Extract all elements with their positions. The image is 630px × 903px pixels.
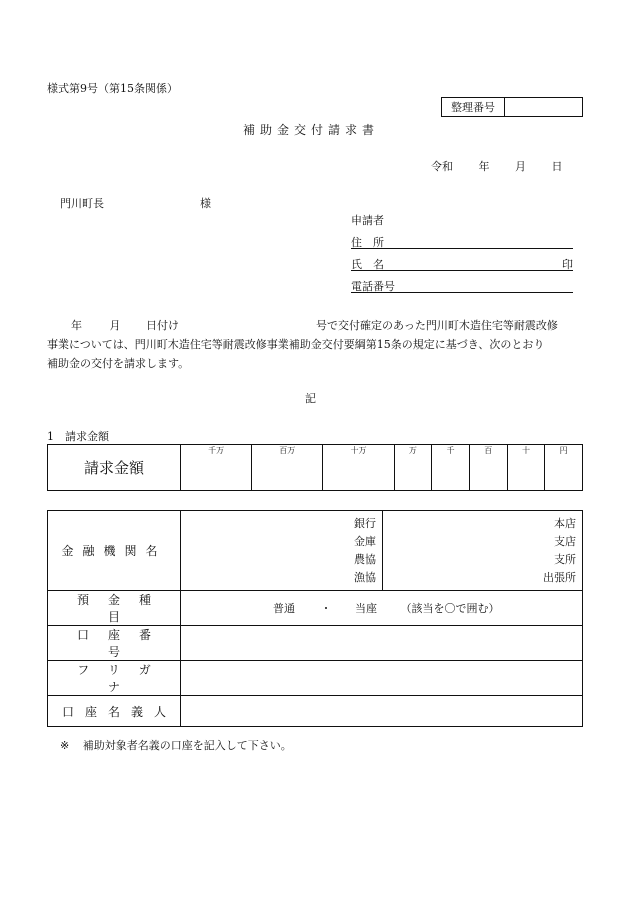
institution-label-text: 金融機関名 bbox=[61, 544, 167, 558]
institution-type-agri-coop: 農協 bbox=[354, 553, 376, 566]
applicant-address-field[interactable] bbox=[351, 234, 573, 249]
body-line-1-tail: 号で交付確定のあった門川町木造住宅等耐震改修 bbox=[316, 319, 558, 332]
amount-digit-cell[interactable] bbox=[394, 445, 432, 491]
reference-number-field[interactable] bbox=[505, 98, 583, 117]
furigana-field[interactable] bbox=[181, 661, 583, 696]
branch-type-office: 出張所 bbox=[543, 571, 576, 584]
footnote-mark: ※ bbox=[60, 739, 70, 752]
footnote bbox=[60, 737, 292, 753]
bank-table bbox=[47, 510, 583, 727]
date-month[interactable]: 月 bbox=[515, 160, 526, 173]
amount-unit-label: 十万 bbox=[350, 446, 367, 455]
institution-type-shinkin: 金庫 bbox=[354, 535, 376, 548]
deposit-option-current[interactable]: 当座 bbox=[355, 602, 377, 615]
applicant-label: 申請者 bbox=[351, 214, 384, 227]
institution-name-cell[interactable] bbox=[181, 511, 383, 591]
deposit-option-separator: ・ bbox=[320, 602, 332, 615]
institution-type-fishery-coop: 漁協 bbox=[354, 571, 376, 584]
date-line bbox=[431, 158, 563, 174]
deposit-option-ordinary[interactable]: 普通 bbox=[273, 602, 295, 615]
furigana-label bbox=[48, 661, 181, 696]
reference-number-box bbox=[441, 97, 583, 117]
body-line-1 bbox=[71, 317, 179, 333]
body-line-3: 補助金の交付を請求します。 bbox=[47, 357, 190, 370]
account-holder-label-text: 口座名義人 bbox=[61, 704, 177, 719]
amount-label: 請求金額 bbox=[48, 445, 181, 491]
applicant-phone-field[interactable] bbox=[351, 278, 573, 293]
amount-unit-label: 百万 bbox=[279, 446, 296, 455]
institution-types bbox=[181, 511, 382, 587]
seal-mark: 印 bbox=[562, 258, 573, 271]
account-number-label bbox=[48, 626, 181, 661]
branch-types bbox=[383, 511, 582, 587]
footnote-text: 補助対象者名義の口座を記入して下さい。 bbox=[82, 739, 292, 752]
account-holder-field[interactable] bbox=[181, 696, 583, 727]
amount-table bbox=[47, 444, 583, 491]
page-title: 補助金交付請求書 bbox=[243, 123, 380, 137]
amount-section-label: 1 請求金額 bbox=[47, 430, 109, 443]
body-date-month: 月 bbox=[109, 319, 121, 332]
form-number: 様式第9号（第15条関係） bbox=[47, 82, 178, 95]
amount-unit-label: 千 bbox=[446, 446, 455, 455]
account-holder-label bbox=[48, 696, 181, 727]
addressee-honorific: 様 bbox=[200, 197, 211, 210]
note-heading: 記 bbox=[305, 392, 316, 405]
amount-digit-cell[interactable] bbox=[432, 445, 470, 491]
furigana-label-text: フリガナ bbox=[77, 663, 170, 694]
amount-digit-cell[interactable] bbox=[252, 445, 323, 491]
branch-type-main: 本店 bbox=[554, 517, 576, 530]
applicant-phone-label: 電話番号 bbox=[351, 280, 395, 293]
amount-digit-cell[interactable] bbox=[323, 445, 394, 491]
amount-digit-cell[interactable] bbox=[181, 445, 252, 491]
addressee-name: 門川町長 bbox=[60, 197, 104, 210]
applicant-name-label: 氏 名 bbox=[351, 258, 384, 271]
amount-unit-label: 百 bbox=[484, 446, 493, 455]
amount-unit-label: 万 bbox=[408, 446, 417, 455]
institution-label bbox=[48, 511, 181, 591]
applicant-address-label: 住 所 bbox=[351, 236, 384, 249]
reference-number-label: 整理番号 bbox=[442, 98, 505, 117]
body-date-year: 年 bbox=[71, 319, 82, 332]
date-era: 令和 bbox=[431, 160, 453, 173]
deposit-type-cell bbox=[181, 591, 583, 626]
amount-digit-cell[interactable] bbox=[469, 445, 507, 491]
body-line-2: 事業については、門川町木造住宅等耐震改修事業補助金交付要綱第15条の規定に基づき、次のとおり bbox=[47, 338, 545, 351]
branch-name-cell[interactable] bbox=[383, 511, 583, 591]
body-date-day: 日付け bbox=[146, 319, 179, 332]
amount-unit-label: 千万 bbox=[208, 446, 225, 455]
deposit-type-label bbox=[48, 591, 181, 626]
branch-type-sub-branch: 支所 bbox=[554, 553, 576, 566]
institution-type-bank: 銀行 bbox=[354, 517, 376, 530]
amount-digit-cell[interactable] bbox=[545, 445, 583, 491]
branch-type-branch: 支店 bbox=[554, 535, 576, 548]
date-day[interactable]: 日 bbox=[551, 160, 563, 173]
account-number-label-text: 口座番号 bbox=[76, 628, 170, 659]
amount-unit-label: 円 bbox=[559, 446, 568, 455]
applicant-name-field[interactable] bbox=[351, 256, 573, 271]
amount-digit-cell[interactable] bbox=[507, 445, 545, 491]
date-year[interactable]: 年 bbox=[478, 160, 490, 173]
deposit-option-instruction: （該当を〇で囲む） bbox=[400, 602, 500, 615]
account-number-field[interactable] bbox=[181, 626, 583, 661]
deposit-type-label-text: 預金種目 bbox=[76, 593, 170, 624]
amount-unit-label: 十 bbox=[521, 446, 530, 455]
